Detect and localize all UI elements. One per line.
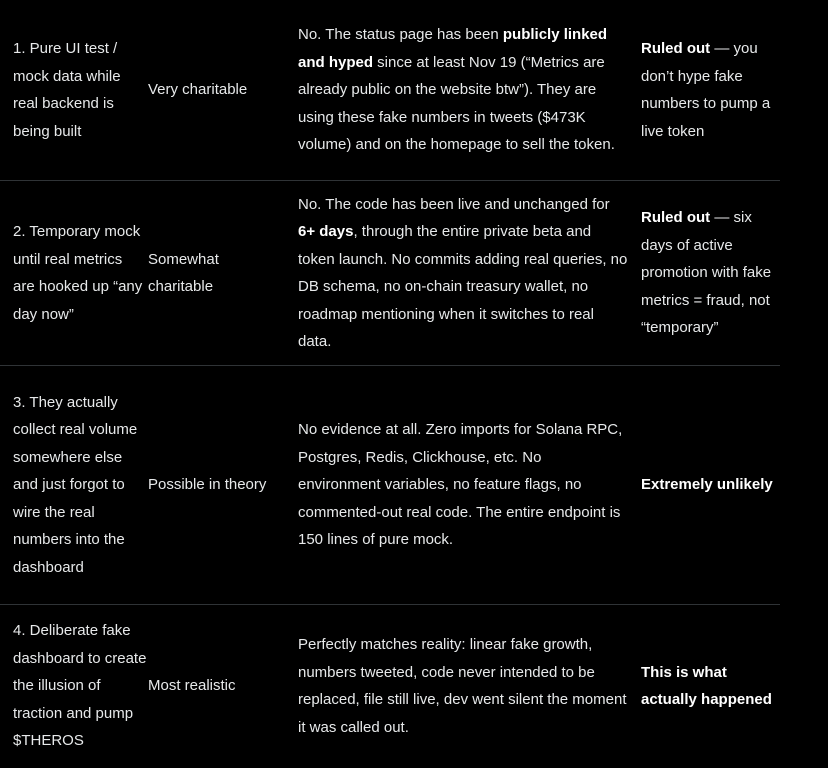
verdict-rest: — you don’t hype fake numbers to pump a live token [641,40,771,140]
charity-cell [148,366,287,605]
scenario-text: 1. Pure UI test / mock data while real backend is being built [13,40,121,140]
evidence-cell [287,366,628,605]
charity-text: Very charitable [148,81,248,99]
verdict-emphasis: Ruled out [641,209,711,227]
verdict-text [641,471,780,499]
evidence-cell [287,605,628,768]
scenario-text: 3. They actually collect real volume somewhere else and just forgot to wire the real numbers into the dashboard [13,393,138,576]
verdict-rest: — six days of active promotion with fake metrics = fraud, not “temporary” [641,209,772,337]
charity-cell [148,181,287,366]
charity-text: Possible in theory [148,476,267,494]
verdict-text [641,659,780,714]
charity-text: Most realistic [148,677,236,695]
evidence-part: No. The status page has been [298,26,503,44]
evidence-cell [287,0,628,181]
verdict-emphasis: Ruled out [641,40,711,57]
scenario-text: 4. Deliberate fake dashboard to create the illusion of traction and pump $THEROS [13,622,147,750]
scenario-text: 2. Temporary mock until real metrics are hooked up “any day now” [13,223,143,323]
evidence-text [298,21,628,159]
table-row [0,0,780,181]
table-row [0,366,780,605]
verdict-cell [628,605,780,768]
evidence-text [298,191,628,356]
verdict-cell [628,181,780,366]
scenario-cell [0,605,148,768]
verdict-cell [628,366,780,605]
verdict-cell [628,0,780,181]
scenario-cell [0,0,148,181]
scenario-cell [0,366,148,605]
verdict-text [641,204,780,342]
evidence-cell [287,181,628,366]
evidence-part: , through the entire private beta and token launch. No commits adding real queries, no DB schema, no on-chain treasury wallet, no roadmap mentioning when it switches to real data. [298,223,628,350]
verdict-text [641,35,780,145]
table-row [0,605,780,768]
evidence-text: Perfectly matches reality: linear fake growth, numbers tweeted, code never intended to be replaced, file still live, dev went silent the moment it was called out. [298,636,627,736]
scenario-cell [0,181,148,366]
evidence-emphasis: 6+ days [298,223,354,240]
charity-cell [148,0,287,181]
verdict-emphasis: Extremely unlikely [641,476,773,494]
charity-cell [148,605,287,768]
evidence-text: No evidence at all. Zero imports for Solana RPC, Postgres, Redis, Clickhouse, etc. No environment variables, no feature flags, no commented-out real code. The entire endpoint is 150 lines of pure mock. [298,421,623,549]
evidence-part: since at least Nov 19 (“Metrics are already public on the website btw”). They are using these fake numbers in tweets ($473K volume) and on the homepage to sell the token. [298,53,615,154]
evidence-part: No. The code has been live and unchanged for [298,195,610,213]
evidence-emphasis: publicly linked and hyped [298,26,608,71]
charity-text: Somewhat charitable [148,250,219,295]
table-row [0,181,780,366]
verdict-emphasis: This is what actually happened [641,663,772,708]
